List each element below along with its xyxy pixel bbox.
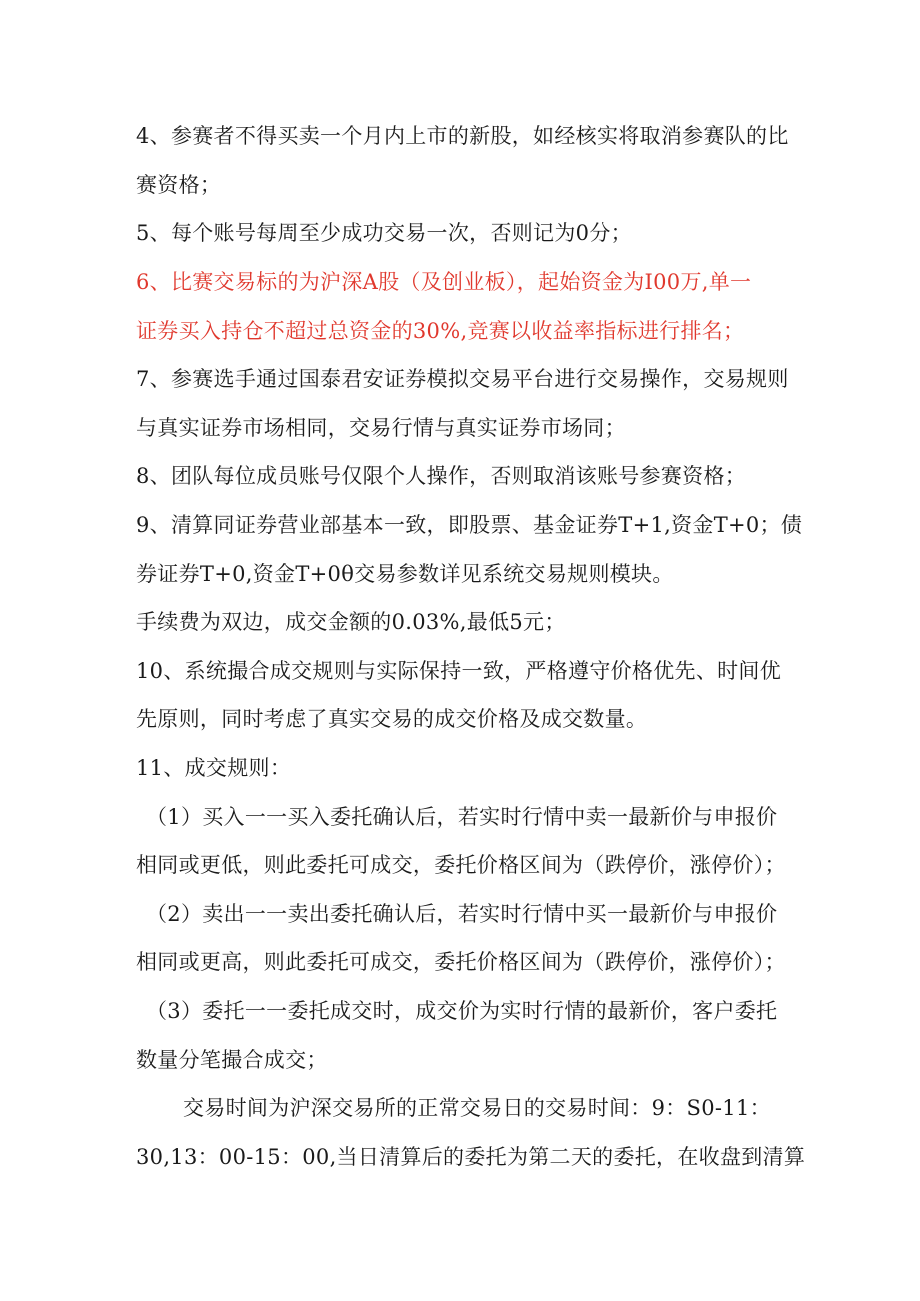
rule-10-line-1: 10、系统撮合成交规则与实际保持一致，严格遵守价格优先、时间优: [136, 659, 782, 683]
rule-11-buy-line-1: （1）买入一一买入委托确认后，若实时行情中卖一最新价与申报价: [146, 805, 778, 829]
rule-10-line-2: 先原则，同时考虑了真实交易的成交价格及成交数量。: [136, 707, 648, 731]
rule-7-line-1: 7、参赛选手通过国泰君安证券模拟交易平台进行交易操作，交易规则: [136, 367, 789, 391]
rule-7-line-2: 与真实证券市场相同，交易行情与真实证券市场同；: [136, 416, 626, 440]
rule-9-line-2: 券证券T+0,资金T+0θ交易参数详见系统交易规则模块。: [136, 562, 674, 586]
rule-11-sell-line-2: 相同或更高，则此委托可成交，委托价格区间为（跌停价，涨停价）；: [136, 950, 786, 974]
rule-4-line-1: 4、参赛者不得买卖一个月内上市的新股，如经核实将取消参赛队的比: [136, 124, 789, 148]
fee-line: 手续费为双边，成交金额的0.03%,最低5元；: [136, 610, 566, 634]
rule-11-order-line-1: （3）委托一一委托成交时，成交价为实时行情的最新价，客户委托: [146, 999, 778, 1023]
trading-hours-line-1: 交易时间为沪深交易所的正常交易日的交易时间：9：S0-11：: [183, 1096, 771, 1120]
rule-5-line-1: 5、每个账号每周至少成功交易一次，否则记为0分；: [136, 221, 632, 245]
rule-11-sell-line-1: （2）卖出一一卖出委托确认后，若实时行情中买一最新价与申报价: [146, 902, 778, 926]
rule-11-heading: 11、成交规则：: [136, 756, 292, 780]
rule-11-buy-line-2: 相同或更低，则此委托可成交，委托价格区间为（跌停价，涨停价）；: [136, 853, 786, 877]
rule-8-line-1: 8、团队每位成员账号仅限个人操作，否则取消该账号参赛资格；: [136, 464, 747, 488]
rule-4-line-2: 赛资格；: [136, 173, 222, 197]
rule-6-line-1: 6、比赛交易标的为沪深A股（及创业板），起始资金为I00万,单一: [136, 270, 752, 294]
rule-6-line-2: 证券买入持仓不超过总资金的30%,竞赛以收益率指标进行排名；: [136, 319, 745, 343]
rule-9-line-1: 9、清算同证券营业部基本一致，即股票、基金证券T+1,资金T+0；债: [136, 513, 803, 537]
rule-11-order-line-2: 数量分笔撮合成交；: [136, 1048, 328, 1072]
trading-hours-line-2: 30,13：00-15：00,当日清算后的委托为第二天的委托，在收盘到清算: [136, 1145, 806, 1169]
